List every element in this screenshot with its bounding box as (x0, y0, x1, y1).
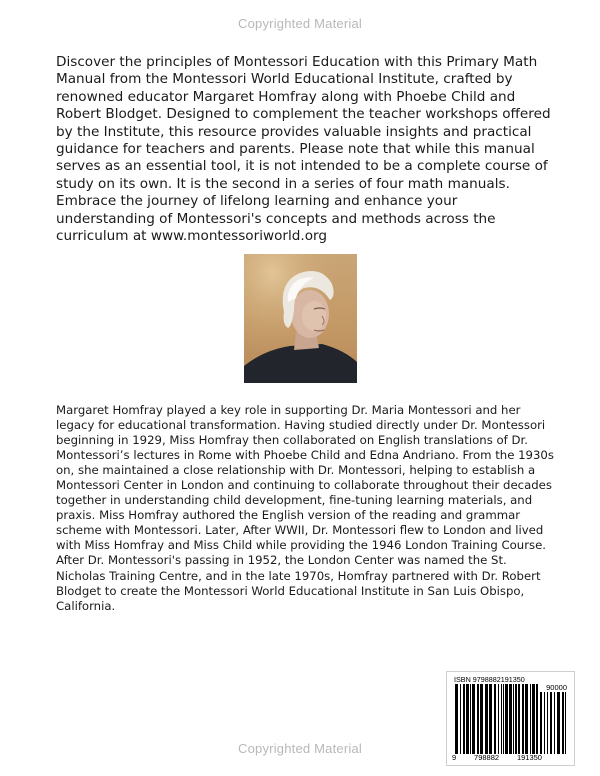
barcode-bar (480, 684, 483, 754)
barcode-bars-main (455, 684, 539, 754)
barcode-bar (460, 684, 461, 754)
isbn-digit-group2: 191350 (516, 753, 542, 762)
barcode-bar (501, 684, 502, 754)
barcode-bar (513, 684, 514, 754)
barcode-bar (472, 684, 475, 754)
barcode-bar (554, 692, 555, 754)
author-portrait (244, 254, 357, 383)
barcode-bar (498, 684, 499, 754)
barcode-bar (503, 684, 504, 754)
barcode-bar (455, 684, 458, 754)
barcode-bar (485, 684, 488, 754)
barcode-bar (518, 684, 520, 754)
barcode-bar (509, 684, 512, 754)
price-code: 90000 (546, 683, 567, 692)
barcode-bar (565, 692, 566, 754)
barcode-bars-addon (540, 692, 568, 754)
barcode-bar (544, 692, 545, 754)
barcode-bar (470, 684, 471, 754)
barcode-bar (494, 684, 496, 754)
barcode-bar (515, 684, 517, 754)
barcode-bar (536, 684, 538, 754)
barcode-bar (505, 684, 508, 754)
barcode-bar (532, 684, 535, 754)
barcode-bar (466, 684, 469, 754)
barcode-bar (540, 692, 542, 754)
copyright-watermark-bottom: Copyrighted Material (238, 741, 362, 756)
barcode-bar (477, 684, 479, 754)
barcode-bar (525, 684, 528, 754)
barcode-bar (489, 684, 492, 754)
isbn-label: ISBN 9798882191350 (454, 675, 525, 684)
barcode-bar (530, 684, 531, 754)
copyright-watermark-top: Copyrighted Material (238, 16, 362, 31)
author-portrait-image (244, 254, 357, 383)
barcode-bar (522, 684, 524, 754)
barcode-bar (557, 692, 560, 754)
isbn-barcode (446, 671, 575, 766)
barcode-bar (547, 692, 548, 754)
book-description: Discover the principles of Montessori Education with this Primary Math Manual from the Montessori World Educational Institute, crafted by renowned educator Margaret Homfray along with Phoebe Child and Robert Blodget. Designed to complement the teacher workshops offered by the Institute, this resource provides valuable insights and practical guidance for teachers and parents. Please note that while this manual serves as an essential tool, it is not intended to be a complete course of study on its own. It is the second in a series of four math manuals. Embrace the journey of lifelong learning and enhance your understanding of Montessori's concepts and methods across the curriculum at www.montessoriworld.org (56, 54, 551, 245)
isbn-digit-first: 9 (452, 753, 457, 762)
isbn-digit-group1: 798882 (474, 753, 500, 762)
barcode-bar (550, 692, 552, 754)
isbn-digits (452, 753, 542, 762)
author-biography: Margaret Homfray played a key role in supporting Dr. Maria Montessori and her legacy for educational transformation. Having studied directly under Dr. Montessori beginning in 1929, Miss Homfray then collaborated on English translations of Dr. Montessori’s lectures in Rome with Phoebe Child and Edna Andriano. From the 1930s on, she maintained a close relationship with Dr. Montessori, helping to establish a Montessori Center in London and continuing to collaborate throughout their decades together in understanding child development, fine-tuning learning materials, and praxis. Miss Homfray authored the English version of the reading and grammar scheme with Montessori. Later, After WWII, Dr. Montessori flew to London and lived with Miss Homfray and Miss Child while providing the 1946 London Training Course. After Dr. Montessori's passing in 1952, the London Center was named the St. Nicholas Training Centre, and in the late 1970s, Homfray partnered with Dr. Robert Blodget to create the Montessori World Educational Institute in San Luis Obispo, California. (56, 403, 554, 613)
barcode-bar (463, 684, 465, 754)
barcode-bar (562, 692, 564, 754)
